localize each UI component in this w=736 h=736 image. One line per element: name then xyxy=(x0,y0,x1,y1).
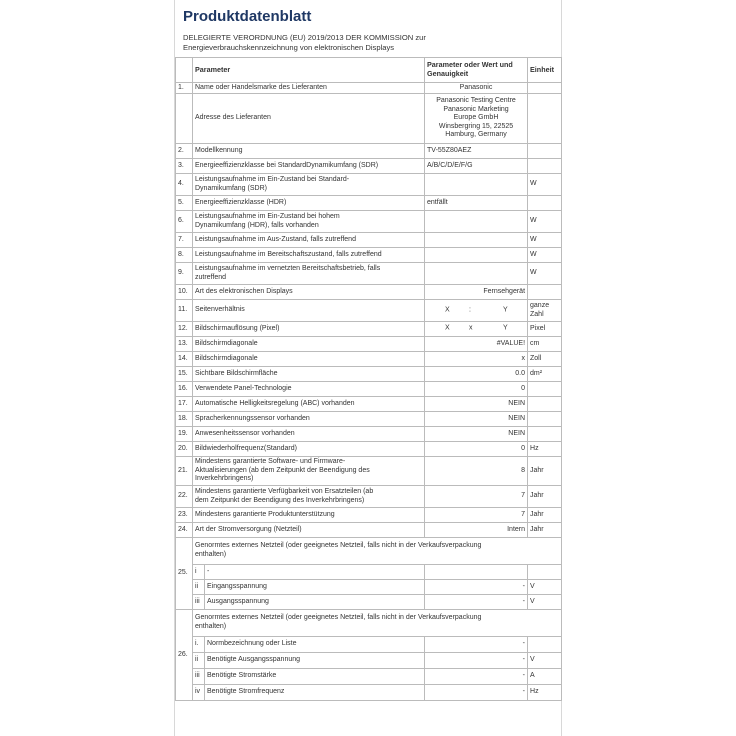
row-number: 18. xyxy=(176,412,193,427)
row-number: 12. xyxy=(176,322,193,337)
row-value: A/B/C/D/E/F/G xyxy=(425,159,528,174)
row-value: 0 xyxy=(425,382,528,397)
product-data-sheet xyxy=(174,0,562,736)
table-row xyxy=(176,211,562,233)
row-number: 19. xyxy=(176,427,193,442)
group-item-value xyxy=(425,565,528,580)
row-label: Spracherkennungssensor vorhanden xyxy=(193,412,425,427)
group-item-label: Benötigte Stromstärke xyxy=(205,669,425,685)
row-unit: Zoll xyxy=(528,352,562,367)
row-value: Intern xyxy=(425,523,528,538)
row-unit: dm² xyxy=(528,367,562,382)
row-unit xyxy=(528,427,562,442)
header-unit: Einheit xyxy=(528,58,562,83)
group-item-row xyxy=(176,565,562,580)
row-label: Bildschirmdiagonale xyxy=(193,352,425,367)
row-unit xyxy=(528,144,562,159)
group-item-roman: iii xyxy=(193,669,205,685)
row-number: 7. xyxy=(176,233,193,248)
row-value: Panasonic Testing Centre Panasonic Marketing Europe GmbH Winsbergring 15, 22525 Hamburg, Germany xyxy=(425,94,528,144)
row-value: TV-55Z80AEZ xyxy=(425,144,528,159)
row-unit: W xyxy=(528,263,562,285)
row-number: 4. xyxy=(176,174,193,196)
row-unit xyxy=(528,196,562,211)
table-row xyxy=(176,457,562,486)
row-label: Art der Stromversorgung (Netzteil) xyxy=(193,523,425,538)
xy-x: X xyxy=(445,306,450,314)
row-value xyxy=(425,263,528,285)
group-item-roman: iii xyxy=(193,595,205,610)
row-value: #VALUE! xyxy=(425,337,528,352)
table-row xyxy=(176,174,562,196)
row-number xyxy=(176,94,193,144)
header-parameter: Parameter xyxy=(193,58,425,83)
row-label: Seitenverhältnis xyxy=(193,300,425,322)
row-number: 22. xyxy=(176,486,193,508)
row-number: 13. xyxy=(176,337,193,352)
table-row xyxy=(176,300,562,322)
group-item-row xyxy=(176,685,562,701)
group-item-label: Benötigte Ausgangsspannung xyxy=(205,653,425,669)
row-unit: W xyxy=(528,233,562,248)
row-unit: Jahr xyxy=(528,486,562,508)
row-number: 24. xyxy=(176,523,193,538)
group-item-row xyxy=(176,653,562,669)
group-item-roman: iv xyxy=(193,685,205,701)
row-unit: cm xyxy=(528,337,562,352)
table-row xyxy=(176,523,562,538)
row-label: Automatische Helligkeitsregelung (ABC) vorhanden xyxy=(193,397,425,412)
table-row xyxy=(176,337,562,352)
group-item-value: - xyxy=(425,580,528,595)
row-label: Mindestens garantierte Software- und Firmware- Aktualisierungen (ab dem Zeitpunkt der Beendigung des Inverkehrbringens) xyxy=(193,457,425,486)
group-item-row xyxy=(176,580,562,595)
xy-sep: : xyxy=(469,306,471,314)
xy-y: Y xyxy=(503,306,508,314)
row-label: Modellkennung xyxy=(193,144,425,159)
row-value: NEIN xyxy=(425,427,528,442)
row-unit xyxy=(528,285,562,300)
group-item-value: - xyxy=(425,685,528,701)
row-unit xyxy=(528,397,562,412)
group-item-label: Eingangsspannung xyxy=(205,580,425,595)
row-unit xyxy=(528,94,562,144)
group-item-label: Benötigte Stromfrequenz xyxy=(205,685,425,701)
table-row xyxy=(176,94,562,144)
group-item-row xyxy=(176,637,562,653)
row-label: Bildwiederholfrequenz(Standard) xyxy=(193,442,425,457)
row-label: Mindestens garantierte Verfügbarkeit von Ersatzteilen (ab dem Zeitpunkt der Beendigung des Inverkehrbringens) xyxy=(193,486,425,508)
group-item-roman: i. xyxy=(193,637,205,653)
group-item-roman: ii xyxy=(193,653,205,669)
group-heading-row xyxy=(176,610,562,637)
row-value: 0 xyxy=(425,442,528,457)
table-row xyxy=(176,263,562,285)
table-row xyxy=(176,442,562,457)
row-value: 7 xyxy=(425,486,528,508)
row-value xyxy=(425,174,528,196)
subtitle-line: Energieverbrauchskennzeichnung von elektronischen Displays xyxy=(183,43,395,52)
row-number: 10. xyxy=(176,285,193,300)
group-item-unit: V xyxy=(528,653,562,669)
row-number: 5. xyxy=(176,196,193,211)
group-item-row xyxy=(176,595,562,610)
row-unit xyxy=(528,159,562,174)
row-label: Verwendete Panel-Technologie xyxy=(193,382,425,397)
table-row xyxy=(176,427,562,442)
group-item-roman: ii xyxy=(193,580,205,595)
row-number: 1. xyxy=(176,83,193,94)
group-item-row xyxy=(176,669,562,685)
row-label: Leistungsaufnahme im Aus-Zustand, falls zutreffend xyxy=(193,233,425,248)
row-number: 21. xyxy=(176,457,193,486)
group-heading-row xyxy=(176,538,562,565)
group-item-label: - xyxy=(205,565,425,580)
row-value: 8 xyxy=(425,457,528,486)
row-value: Fernsehgerät xyxy=(425,285,528,300)
row-unit: Jahr xyxy=(528,523,562,538)
row-value-xy xyxy=(425,322,528,337)
row-value: 0.0 xyxy=(425,367,528,382)
group-item-unit: Hz xyxy=(528,685,562,701)
row-value xyxy=(425,248,528,263)
row-number: 16. xyxy=(176,382,193,397)
table-row xyxy=(176,285,562,300)
group-item-label: Normbezeichnung oder Liste xyxy=(205,637,425,653)
table-header-row xyxy=(176,58,562,83)
row-number: 9. xyxy=(176,263,193,285)
row-unit: W xyxy=(528,174,562,196)
row-label: Sichtbare Bildschirmfläche xyxy=(193,367,425,382)
row-value-xy xyxy=(425,300,528,322)
group-item-unit: V xyxy=(528,595,562,610)
group-item-value: - xyxy=(425,595,528,610)
regulation-subtitle xyxy=(183,33,543,53)
table-row xyxy=(176,322,562,337)
row-label: Bildschirmdiagonale xyxy=(193,337,425,352)
group-number: 26. xyxy=(176,610,193,701)
xy-sep: x xyxy=(469,324,473,332)
row-number: 15. xyxy=(176,367,193,382)
table-row xyxy=(176,83,562,94)
row-number: 23. xyxy=(176,508,193,523)
row-label: Art des elektronischen Displays xyxy=(193,285,425,300)
row-number: 11. xyxy=(176,300,193,322)
subtitle-line: DELEGIERTE VERORDNUNG (EU) 2019/2013 DER KOMMISSION zur xyxy=(183,33,426,42)
row-unit xyxy=(528,382,562,397)
row-unit xyxy=(528,83,562,94)
group-heading: Genormtes externes Netzteil (oder geeignetes Netzteil, falls nicht in der Verkaufsverpackung enthalten) xyxy=(193,610,562,637)
row-value: 7 xyxy=(425,508,528,523)
page-title: Produktdatenblatt xyxy=(183,8,312,25)
row-label: Bildschirmauflösung (Pixel) xyxy=(193,322,425,337)
group-item-value: - xyxy=(425,669,528,685)
table-row xyxy=(176,352,562,367)
row-label: Adresse des Lieferanten xyxy=(193,94,425,144)
row-value: NEIN xyxy=(425,397,528,412)
row-label: Anwesenheitssensor vorhanden xyxy=(193,427,425,442)
group-item-roman: i xyxy=(193,565,205,580)
row-unit: ganze Zahl xyxy=(528,300,562,322)
table-row xyxy=(176,486,562,508)
row-label: Leistungsaufnahme im Bereitschaftszustand, falls zutreffend xyxy=(193,248,425,263)
row-value xyxy=(425,211,528,233)
row-unit: W xyxy=(528,248,562,263)
row-label: Energieeffizienzklasse bei StandardDynamikumfang (SDR) xyxy=(193,159,425,174)
row-label: Name oder Handelsmarke des Lieferanten xyxy=(193,83,425,94)
group-item-unit: V xyxy=(528,580,562,595)
table-row xyxy=(176,196,562,211)
table-row xyxy=(176,382,562,397)
row-label: Leistungsaufnahme im Ein-Zustand bei hohem Dynamikumfang (HDR), falls vorhanden xyxy=(193,211,425,233)
group-item-unit: A xyxy=(528,669,562,685)
row-unit: Pixel xyxy=(528,322,562,337)
xy-x: X xyxy=(445,324,450,332)
row-unit: W xyxy=(528,211,562,233)
row-unit: Jahr xyxy=(528,457,562,486)
row-number: 2. xyxy=(176,144,193,159)
header-num xyxy=(176,58,193,83)
row-number: 14. xyxy=(176,352,193,367)
table-row xyxy=(176,159,562,174)
row-label: Mindestens garantierte Produktunterstützung xyxy=(193,508,425,523)
group-item-value: - xyxy=(425,653,528,669)
row-unit xyxy=(528,412,562,427)
row-value: Panasonic xyxy=(425,83,528,94)
row-value xyxy=(425,233,528,248)
group-item-unit xyxy=(528,565,562,580)
row-unit: Jahr xyxy=(528,508,562,523)
table-row xyxy=(176,248,562,263)
group-item-value: - xyxy=(425,637,528,653)
table-row xyxy=(176,144,562,159)
row-unit: Hz xyxy=(528,442,562,457)
table-row xyxy=(176,367,562,382)
group-number: 25. xyxy=(176,538,193,610)
row-number: 17. xyxy=(176,397,193,412)
row-number: 8. xyxy=(176,248,193,263)
row-value: x xyxy=(425,352,528,367)
row-label: Leistungsaufnahme im vernetzten Bereitschaftsbetrieb, falls zutreffend xyxy=(193,263,425,285)
row-value: NEIN xyxy=(425,412,528,427)
row-label: Leistungsaufnahme im Ein-Zustand bei Standard- Dynamikumfang (SDR) xyxy=(193,174,425,196)
table-row xyxy=(176,508,562,523)
group-heading: Genormtes externes Netzteil (oder geeignetes Netzteil, falls nicht in der Verkaufsverpackung enthalten) xyxy=(193,538,562,565)
table-row xyxy=(176,233,562,248)
row-value: entfällt xyxy=(425,196,528,211)
row-number: 3. xyxy=(176,159,193,174)
row-number: 20. xyxy=(176,442,193,457)
group-item-unit xyxy=(528,637,562,653)
row-label: Energieeffizienzklasse (HDR) xyxy=(193,196,425,211)
row-number: 6. xyxy=(176,211,193,233)
group-item-label: Ausgangsspannung xyxy=(205,595,425,610)
header-value: Parameter oder Wert und Genauigkeit xyxy=(425,58,528,83)
table-row xyxy=(176,412,562,427)
data-table xyxy=(175,57,562,701)
xy-y: Y xyxy=(503,324,508,332)
table-row xyxy=(176,397,562,412)
